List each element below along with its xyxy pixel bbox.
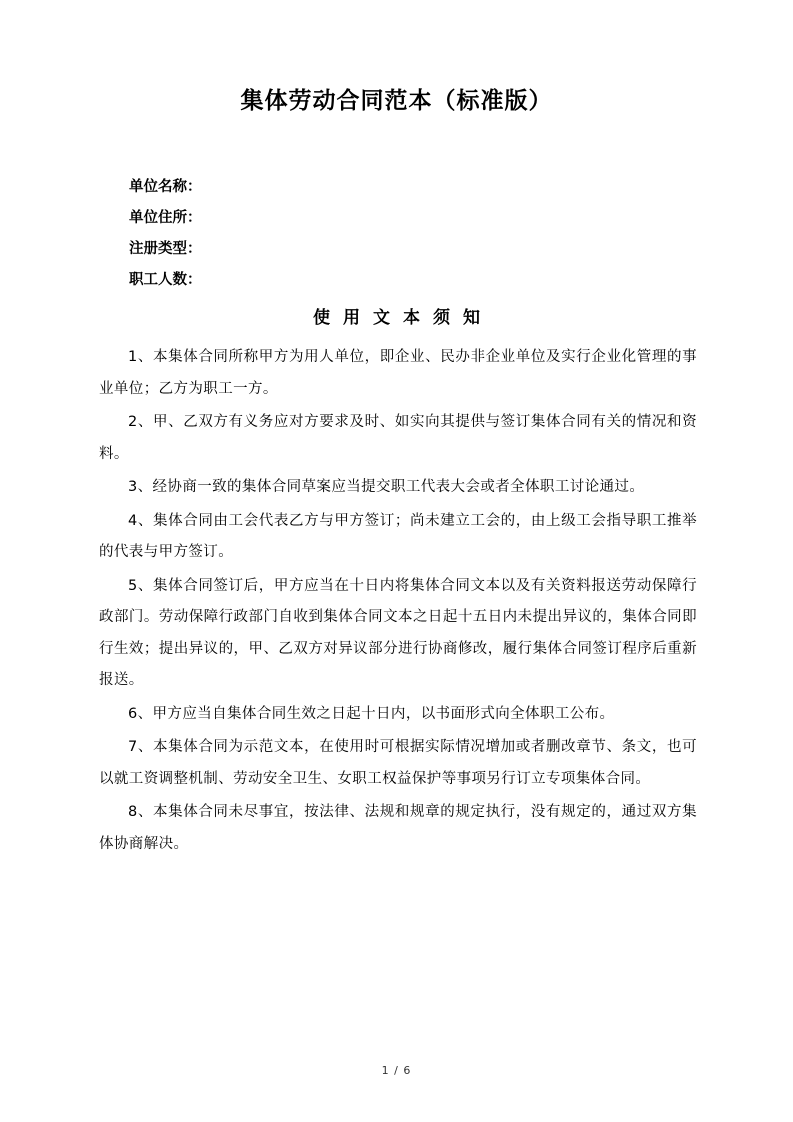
field-unit-address: 单位住所： bbox=[129, 210, 202, 226]
notice-heading: 使用文本须知 bbox=[313, 308, 493, 328]
field-unit-name: 单位名称： bbox=[129, 179, 202, 195]
field-employee-count: 职工人数： bbox=[129, 272, 202, 288]
document-title: 集体劳动合同范本（标准版） bbox=[240, 88, 553, 114]
notice-item: 5、集体合同签订后，甲方应当在十日内将集体合同文本以及有关资料报送劳动保障行政部门。劳动保障行政部门自收到集体合同文本之日起十五日内未提出异议的，集体合同即行生效；提出异议的，甲、乙双方对异议部分进行协商修改，履行集体合同签订程序后重新报送。 bbox=[99, 577, 697, 688]
notice-item: 6、甲方应当自集体合同生效之日起十日内，以书面形式向全体职工公布。 bbox=[128, 705, 615, 722]
page-indicator: 1 / 6 bbox=[381, 1064, 412, 1077]
notice-list bbox=[99, 342, 697, 862]
unit-info-fields bbox=[129, 176, 689, 300]
field-registration-type: 注册类型： bbox=[129, 241, 202, 257]
notice-item: 2、甲、乙双方有义务应对方要求及时、如实向其提供与签订集体合同有关的情况和资料。 bbox=[99, 414, 697, 462]
notice-item: 3、经协商一致的集体合同草案应当提交职工代表大会或者全体职工讨论通过。 bbox=[128, 479, 645, 495]
notice-item: 8、本集体合同未尽事宜，按法律、法规和规章的规定执行，没有规定的，通过双方集体协商解决。 bbox=[99, 804, 697, 852]
notice-item: 7、本集体合同为示范文本，在使用时可根据实际情况增加或者删改章节、条文，也可以就工资调整机制、劳动安全卫生、女职工权益保护等事项另行订立专项集体合同。 bbox=[99, 739, 697, 787]
notice-item: 4、集体合同由工会代表乙方与甲方签订；尚未建立工会的，由上级工会指导职工推举的代表与甲方签订。 bbox=[99, 512, 697, 560]
notice-item: 1、本集体合同所称甲方为用人单位，即企业、民办非企业单位及实行企业化管理的事业单位；乙方为职工一方。 bbox=[99, 349, 697, 397]
